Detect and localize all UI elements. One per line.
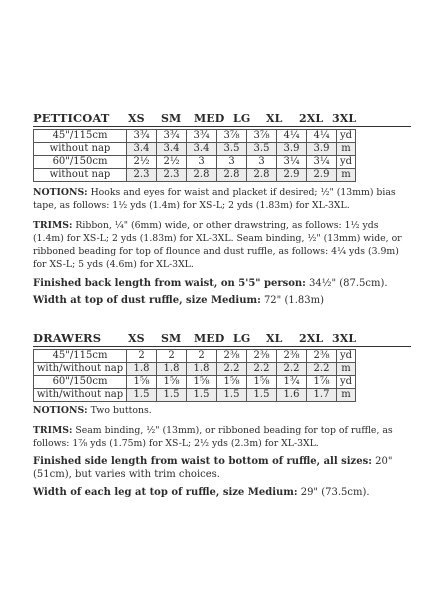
yardage-cell: 1⅝ (187, 376, 217, 389)
unit-cell: m (337, 363, 356, 376)
petticoat-yardage-table (33, 129, 356, 182)
yardage-cell: 3⅞ (217, 130, 247, 143)
meter-cell: 2.8 (187, 169, 217, 182)
table-row (34, 389, 356, 402)
meter-cell: 2.2 (277, 363, 307, 376)
drawers-trims (33, 424, 411, 450)
yardage-cell: 2⅜ (277, 350, 307, 363)
meter-cell: 1.5 (217, 389, 247, 402)
meter-cell: 3.9 (307, 143, 337, 156)
yardage-cell: 1⅝ (217, 376, 247, 389)
drawers-leg-width (33, 486, 411, 499)
size-header-3xl: 3XL (332, 112, 357, 125)
yardage-cell: 4¼ (277, 130, 307, 143)
drawers-yardage-table (33, 349, 356, 402)
meter-cell: 3.4 (127, 143, 157, 156)
size-header-med: MED (194, 112, 225, 125)
yardage-cell: 4¼ (307, 130, 337, 143)
finished-length-label: Finished side length from waist to bottom of ruffle, all sizes: (33, 456, 372, 467)
drawers-notions (33, 404, 411, 417)
petticoat-section (33, 111, 411, 182)
yardage-cell: 3¾ (127, 130, 157, 143)
meter-cell: 1.7 (307, 389, 337, 402)
notions-text: Hooks and eyes for waist and placket if desired; ½" (13mm) bias tape, as follows: 1½ yds (1.4m) for XS-L; 2 yds (1.83m) for XL-3XL. (33, 187, 396, 211)
yardage-cell: 2⅜ (247, 350, 277, 363)
yardage-cell: 2 (127, 350, 157, 363)
yardage-cell: 2½ (157, 156, 187, 169)
yardage-cell: 1¾ (277, 376, 307, 389)
leg-width-label: Width of each leg at top of ruffle, size Medium: (33, 487, 298, 498)
notions-label: NOTIONS: (33, 405, 88, 416)
notions-text: Two buttons. (87, 405, 152, 416)
ruffle-width-label: Width at top of dust ruffle, size Medium: (33, 295, 261, 306)
size-header-med: MED (194, 332, 225, 345)
meter-cell: 2.9 (277, 169, 307, 182)
trims-text: Seam binding, ½" (13mm), or ribboned beading for top of ruffle, as follows: 1⅞ yds (1.75m) for XS-L; 2½ yds (2.3m) for XL-3XL. (33, 425, 393, 449)
fabric-width-label: 45"/115cm (34, 130, 127, 143)
table-row (34, 376, 356, 389)
drawers-header (33, 331, 411, 347)
meter-cell: 2.2 (217, 363, 247, 376)
yardage-cell: 2⅜ (307, 350, 337, 363)
yardage-cell: 2 (187, 350, 217, 363)
unit-cell: m (337, 169, 356, 182)
yardage-cell: 2 (157, 350, 187, 363)
size-header-2xl: 2XL (299, 332, 324, 345)
meter-cell: 1.8 (187, 363, 217, 376)
unit-cell: yd (337, 350, 356, 363)
yardage-cell: 3¼ (307, 156, 337, 169)
petticoat-header (33, 111, 411, 127)
meter-cell: 2.9 (307, 169, 337, 182)
yardage-cell: 3⅞ (247, 130, 277, 143)
size-header-xl: XL (266, 112, 283, 125)
size-header-sm: SM (161, 332, 182, 345)
finished-length-label: Finished back length from waist, on 5'5" person: (33, 278, 306, 289)
petticoat-notes (33, 186, 411, 307)
petticoat-trims (33, 219, 411, 271)
meter-cell: 2.2 (247, 363, 277, 376)
size-header-xs: XS (128, 112, 145, 125)
unit-cell: yd (337, 376, 356, 389)
size-header-lg: LG (233, 332, 251, 345)
leg-width-value: 29" (73.5cm). (297, 487, 370, 498)
meter-cell: 3.9 (277, 143, 307, 156)
size-header-xl: XL (266, 332, 283, 345)
fabric-width-label: 45"/115cm (34, 350, 127, 363)
size-header-xs: XS (128, 332, 145, 345)
meter-cell: 2.8 (247, 169, 277, 182)
yardage-cell: 1⅝ (157, 376, 187, 389)
trims-label: TRIMS: (33, 220, 73, 231)
table-row (34, 143, 356, 156)
yardage-cell: 3 (217, 156, 247, 169)
yardage-cell: 3 (247, 156, 277, 169)
petticoat-title: PETTICOAT (33, 111, 110, 125)
notions-label: NOTIONS: (33, 187, 88, 198)
meter-cell: 2.8 (217, 169, 247, 182)
meter-cell: 1.8 (157, 363, 187, 376)
ruffle-width-value: 72" (1.83m) (260, 295, 324, 306)
finished-length-value: 20" (51cm), but varies with trim choices. (33, 456, 393, 480)
meter-cell: 1.5 (247, 389, 277, 402)
yardage-cell: 3¾ (157, 130, 187, 143)
meter-cell: 3.4 (187, 143, 217, 156)
meter-cell: 2.2 (307, 363, 337, 376)
fabric-width-label: 60"/150cm (34, 376, 127, 389)
nap-label: without nap (34, 143, 127, 156)
meter-cell: 3.5 (247, 143, 277, 156)
yardage-cell: 1⅝ (247, 376, 277, 389)
trims-text: Ribbon, ¼" (6mm) wide, or other drawstring, as follows: 1½ yds (1.4m) for XS-L; 2 yds (1.83m) for XL-3XL. Seam binding, ½" (13mm) wide, or ribboned beading for top of flounce and dust ruffle, as follows: 4¼ yds (3.9m) for XS-L; 5 yds (4.6m) for XL-3XL. (33, 220, 402, 270)
table-row (34, 169, 356, 182)
drawers-finished-length (33, 455, 411, 481)
unit-cell: yd (337, 156, 356, 169)
meter-cell: 1.5 (157, 389, 187, 402)
size-header-sm: SM (161, 112, 182, 125)
drawers-notes (33, 404, 411, 499)
table-row (34, 350, 356, 363)
drawers-section (33, 331, 411, 402)
table-row (34, 156, 356, 169)
table-row (34, 130, 356, 143)
unit-cell: yd (337, 130, 356, 143)
yardage-cell: 3¾ (187, 130, 217, 143)
meter-cell: 2.3 (127, 169, 157, 182)
drawers-title: DRAWERS (33, 331, 102, 345)
meter-cell: 2.3 (157, 169, 187, 182)
size-header-3xl: 3XL (332, 332, 357, 345)
nap-label: with/without nap (34, 363, 127, 376)
meter-cell: 3.5 (217, 143, 247, 156)
finished-length-value: 34½" (87.5cm). (305, 278, 388, 289)
unit-cell: m (337, 143, 356, 156)
meter-cell: 1.6 (277, 389, 307, 402)
meter-cell: 1.8 (127, 363, 157, 376)
meter-cell: 1.5 (187, 389, 217, 402)
meter-cell: 3.4 (157, 143, 187, 156)
petticoat-finished-length (33, 277, 411, 290)
table-row (34, 363, 356, 376)
yardage-cell: 3¼ (277, 156, 307, 169)
yardage-cell: 2⅜ (217, 350, 247, 363)
yardage-cell: 2½ (127, 156, 157, 169)
unit-cell: m (337, 389, 356, 402)
trims-label: TRIMS: (33, 425, 73, 436)
petticoat-ruffle-width (33, 294, 411, 307)
nap-label: without nap (34, 169, 127, 182)
size-header-2xl: 2XL (299, 112, 324, 125)
size-header-lg: LG (233, 112, 251, 125)
meter-cell: 1.5 (127, 389, 157, 402)
petticoat-notions (33, 186, 411, 212)
fabric-width-label: 60"/150cm (34, 156, 127, 169)
nap-label: with/without nap (34, 389, 127, 402)
yardage-cell: 1⅝ (127, 376, 157, 389)
yardage-cell: 1⅞ (307, 376, 337, 389)
yardage-cell: 3 (187, 156, 217, 169)
